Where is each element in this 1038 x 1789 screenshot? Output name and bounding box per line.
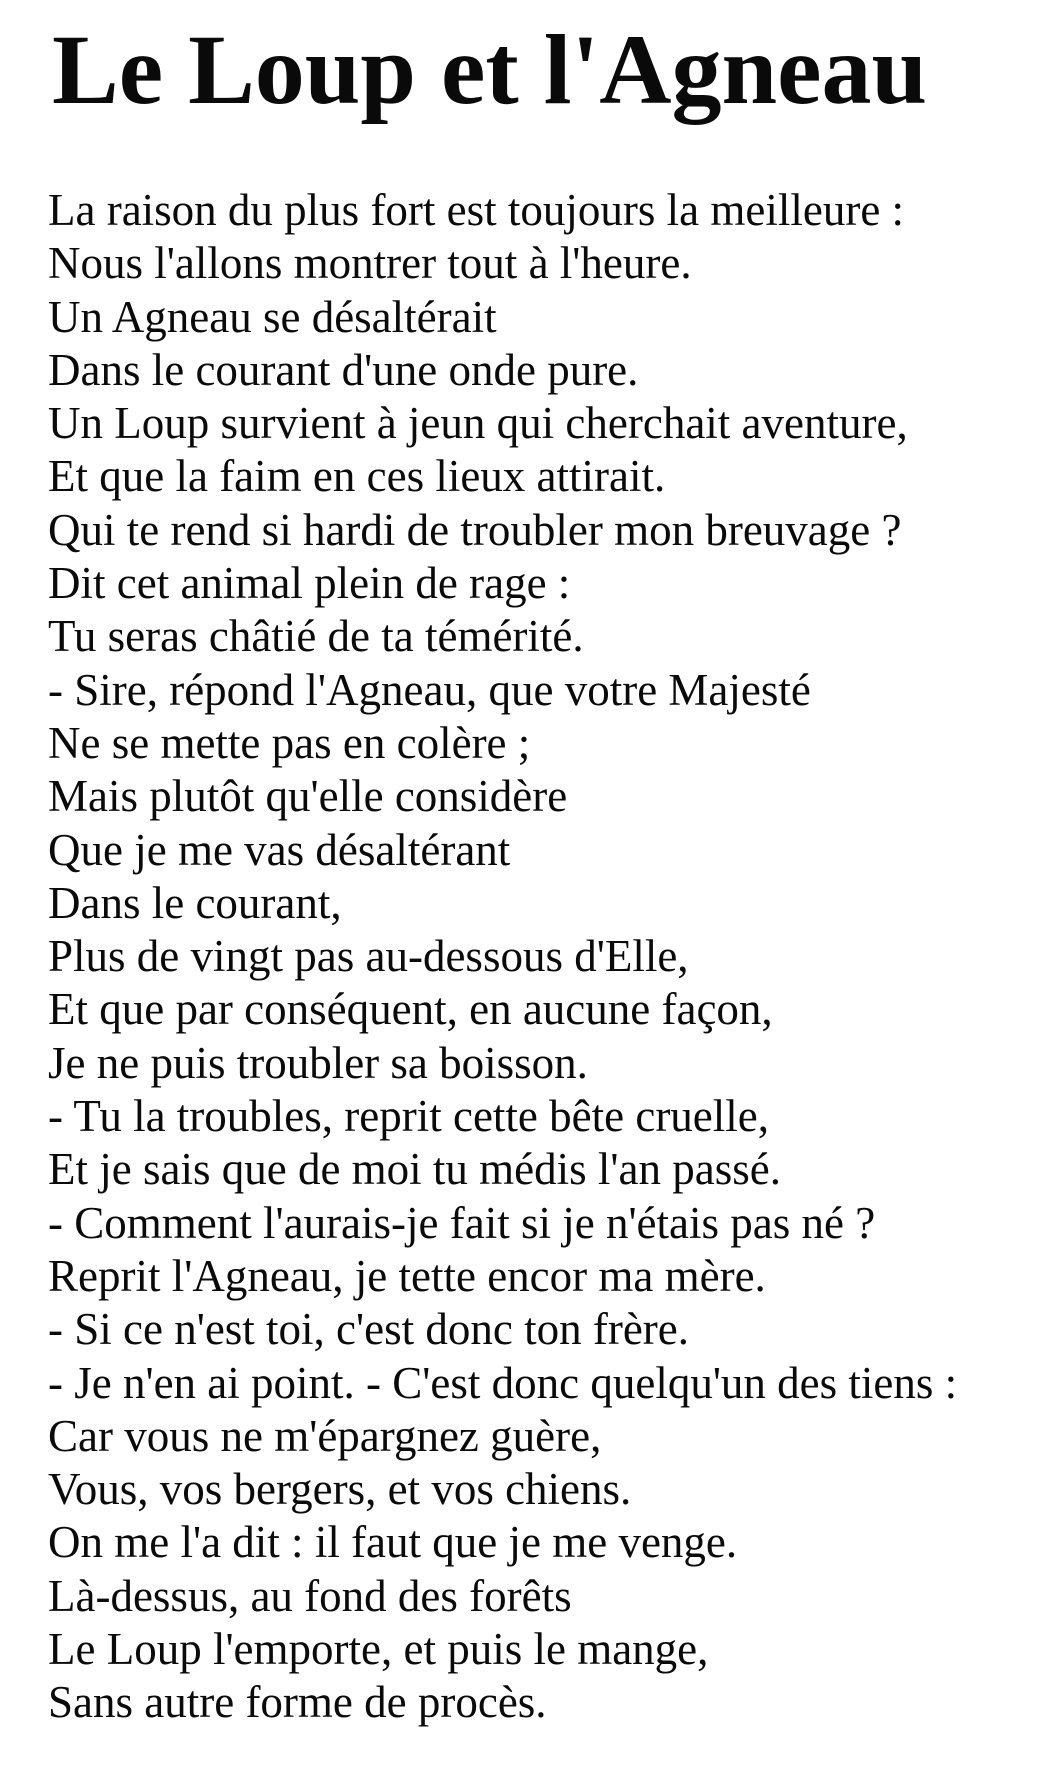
poem-line: Que je me vas désaltérant [48, 824, 511, 875]
poem-body [48, 184, 957, 1730]
poem-line: - Sire, répond l'Agneau, que votre Majesté [48, 664, 811, 715]
poem-line: Dans le courant d'une onde pure. [48, 344, 639, 395]
poem-line: La raison du plus fort est toujours la meilleure : [48, 185, 905, 235]
poem-line: Car vous ne m'épargnez guère, [48, 1410, 602, 1461]
poem-line: Dit cet animal plein de rage : [48, 558, 571, 609]
poem-title: Le Loup et l'Agneau [52, 14, 928, 125]
poem-line: Un Loup survient à jeun qui cherchait aventure, [48, 398, 908, 449]
poem-line: Et que par conséquent, en aucune façon, [48, 984, 773, 1035]
poem-line: On me l'a dit : il faut que je me venge. [48, 1517, 738, 1568]
poem-line: Le Loup l'emporte, et puis le mange, [48, 1624, 709, 1675]
poem-line: Ne se mette pas en colère ; [48, 717, 531, 768]
poem-line: Je ne puis troubler sa boisson. [48, 1037, 588, 1088]
poem-line: Reprit l'Agneau, je tette encor ma mère. [48, 1250, 766, 1301]
poem-line: - Si ce n'est toi, c'est donc ton frère. [48, 1304, 690, 1355]
poem-line: Sans autre forme de procès. [48, 1677, 547, 1728]
poem-line: - Comment l'aurais-je fait si je n'étais pas né ? [48, 1197, 876, 1248]
poem-line: Un Agneau se désaltérait [48, 291, 497, 342]
poem-line: Et que la faim en ces lieux attirait. [48, 451, 666, 502]
poem-line: Tu seras châtié de ta témérité. [48, 611, 584, 662]
poem-line: Nous l'allons montrer tout à l'heure. [48, 238, 692, 289]
poem-line: - Tu la troubles, reprit cette bête cruelle, [48, 1091, 770, 1142]
poem-line: Vous, vos bergers, et vos chiens. [48, 1464, 632, 1515]
poem-line: Plus de vingt pas au-dessous d'Elle, [48, 931, 689, 982]
poem-line: Qui te rend si hardi de troubler mon breuvage ? [48, 504, 902, 555]
poem-line: - Je n'en ai point. - C'est donc quelqu'un des tiens : [48, 1357, 958, 1408]
poem-line: Mais plutôt qu'elle considère [48, 771, 568, 822]
poem-line: Là-dessus, au fond des forêts [48, 1570, 572, 1621]
poem-line: Dans le courant, [48, 877, 342, 928]
poem-line: Et je sais que de moi tu médis l'an passé. [48, 1144, 781, 1195]
